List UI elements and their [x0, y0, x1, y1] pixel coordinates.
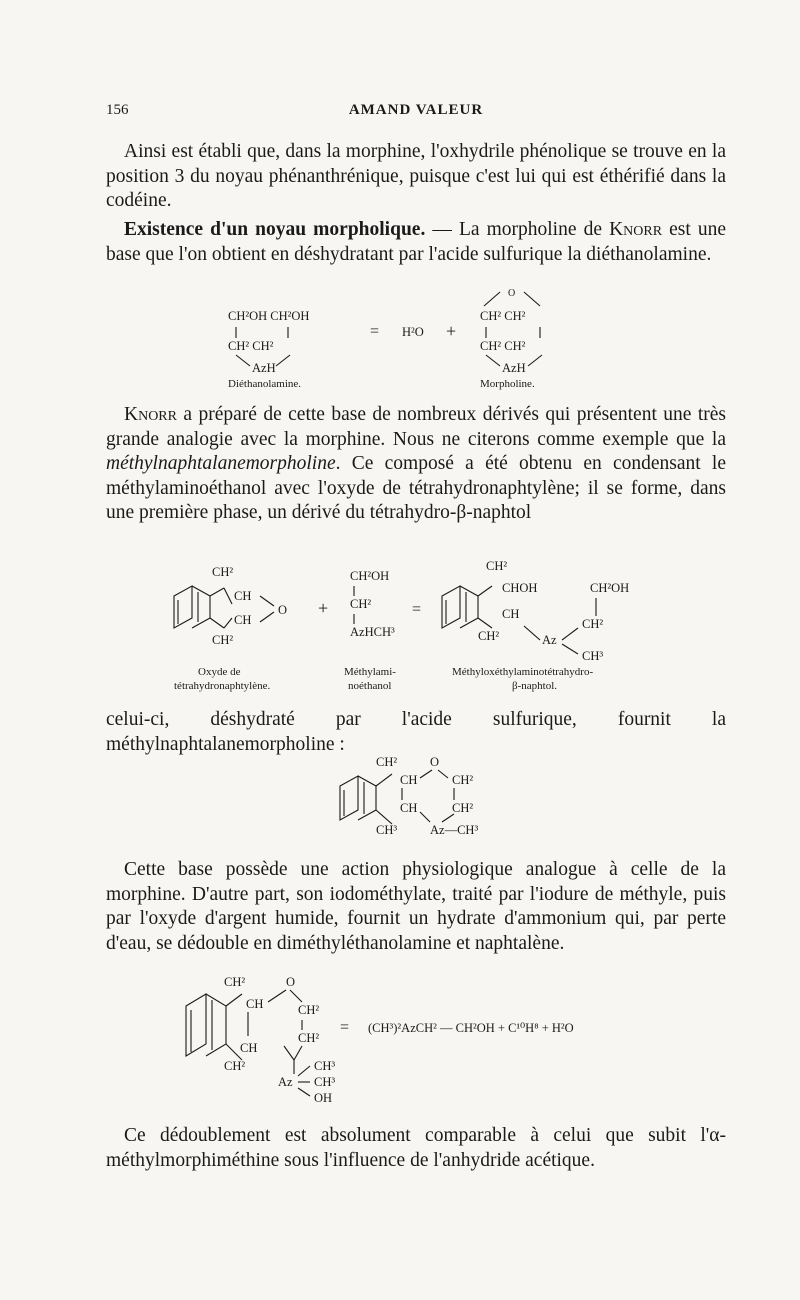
f2-plus: +: [318, 598, 329, 618]
f4-ch2-a: CH²: [298, 1003, 320, 1017]
caption-product-line2: β-naphtol.: [512, 680, 558, 692]
f1-right-mid: CH² CH²: [480, 339, 526, 353]
paragraph-6-text: Ce dédoublement est absolument comparable à celui que subit l'α-méthylmorphiméthine sous l'influence de l'anhydride acétique.: [106, 1125, 726, 1171]
f1-left-top: CH²OH CH²OH: [228, 309, 310, 323]
section-title: Existence d'un noyau morpholique.: [124, 219, 426, 240]
f4-oh: OH: [314, 1091, 333, 1105]
paragraph-2: [106, 218, 726, 267]
f2-m-bottom: AzHCH³: [350, 625, 395, 639]
paragraph-4-text: celui-ci, déshydraté par l'acide sulfurique, fournit la méthylnaphtalanemorpholine :: [106, 709, 726, 755]
caption-diethanolamine: Diéthanolamine.: [228, 378, 302, 390]
f4-ch-b: CH: [240, 1041, 258, 1055]
paragraph-3: [106, 403, 726, 526]
f4-o: O: [286, 975, 296, 989]
formula-condensation: [168, 556, 668, 696]
formula-naphtalanemorpholine-drawing: [334, 752, 534, 842]
caption-morpholine: Morpholine.: [480, 378, 535, 390]
f4-ch2-c: CH²: [224, 1059, 246, 1073]
caption-oxyde-line2: tétrahydronaphtylène.: [174, 680, 271, 692]
f2-r-ch3: CH³: [582, 649, 604, 663]
f4-equals: =: [340, 1019, 350, 1036]
f2-ch2-bottom: CH²: [212, 633, 234, 647]
f2-r-ch: CH: [502, 607, 520, 621]
f3-o: O: [430, 755, 440, 769]
f4-ch2-top: CH²: [224, 975, 246, 989]
f3-ch-a: CH: [400, 773, 418, 787]
f1-plus: +: [446, 321, 457, 341]
caption-product-line1: Méthyloxéthylaminotétrahydro-: [452, 666, 594, 678]
f1-left-bottom: AzH: [252, 361, 276, 375]
caption-oxyde-line1: Oxyde de: [198, 666, 241, 678]
f1-right-bottom: AzH: [502, 361, 526, 375]
formula-naphtalanemorpholine: [334, 752, 534, 842]
f2-m-mid: CH²: [350, 597, 372, 611]
page-header: [106, 102, 726, 126]
f2-ch2-top: CH²: [212, 565, 234, 579]
author-name: Knorr: [609, 219, 663, 240]
f3-az-ch3: Az—CH³: [430, 823, 479, 837]
paragraph-3-text-b: . Ce composé a été obtenu en condensant le méthylaminoéthanol avec l'oxyde de tétrahydronaphtylène; il se forme, dans une première phase, un dérivé du tétrahydro-β-naphtol: [106, 453, 726, 524]
f2-r-choh: CHOH: [502, 581, 538, 595]
caption-methylamino-line2: noéthanol: [348, 680, 392, 692]
f1-water: H²O: [402, 325, 424, 339]
formula-decomposition: [180, 970, 680, 1110]
f1-right-o: O: [508, 288, 516, 299]
paragraph-2-text-a: — La morpholine de: [425, 219, 610, 240]
f1-left-mid: CH² CH²: [228, 339, 274, 353]
running-title: AMAND VALEUR: [348, 102, 484, 118]
f2-r-az: Az: [542, 633, 557, 647]
formula-morpholine-drawing: [228, 282, 588, 392]
f2-r-ch2: CH²: [478, 629, 500, 643]
formula-decomposition-drawing: [180, 970, 680, 1110]
f2-o: O: [278, 603, 288, 617]
f1-equals: =: [370, 323, 380, 340]
f2-m-top: CH²OH: [350, 569, 390, 583]
f4-products: (CH³)²AzCH² — CH²OH + C¹⁰H⁸ + H²O: [368, 1021, 574, 1035]
paragraph-5-text: Cette base possède une action physiologique analogue à celle de la morphine. D'autre part, son iodométhylate, traité par l'iodure de méthyle, puis par l'oxyde d'argent humide, fournit un hydrate d'ammonium qui, par perte d'eau, se dédouble en diméthyléthanolamine et naphtalène.: [106, 859, 726, 954]
f2-ch-b: CH: [234, 613, 252, 627]
f3-ch-b: CH: [400, 801, 418, 815]
f1-right-top: CH² CH²: [480, 309, 526, 323]
f3-ch2-b: CH²: [452, 801, 474, 815]
compound-name: méthylnaphtalanemorpholine: [106, 453, 336, 475]
paragraph-3-text-a: a préparé de cette base de nombreux dérivés qui présentent une très grande analogie avec la morphine. Nous ne citerons comme exemple que la: [106, 404, 726, 450]
f4-ch2-b: CH²: [298, 1031, 320, 1045]
f2-equals: =: [412, 601, 422, 618]
f4-ch3-a: CH³: [314, 1059, 336, 1073]
author-name-2: Knorr: [124, 404, 177, 425]
formula-condensation-drawing: [168, 556, 668, 696]
f4-ch-a: CH: [246, 997, 264, 1011]
paragraph-6: [106, 1124, 726, 1173]
paragraph-2-text-b: est une base que l'on obtient en déshydratant par l'acide sulfurique la diéthanolamine.: [106, 219, 727, 265]
page-number: 156: [106, 102, 129, 118]
f3-ch2-top: CH²: [376, 755, 398, 769]
formula-morpholine: [228, 282, 588, 392]
f2-ch-a: CH: [234, 589, 252, 603]
f4-ch3-b: CH³: [314, 1075, 336, 1089]
f4-az: Az: [278, 1075, 293, 1089]
f2-r-ch2oh: CH²OH: [590, 581, 630, 595]
f3-ch3: CH³: [376, 823, 398, 837]
f3-ch2-a: CH²: [452, 773, 474, 787]
f2-r-ch2b: CH²: [582, 617, 604, 631]
f2-r-ch2-top: CH²: [486, 559, 508, 573]
paragraph-4: [106, 708, 726, 757]
paragraph-1: [106, 140, 726, 214]
paragraph-1-text: Ainsi est établi que, dans la morphine, l'oxhydrile phénolique se trouve en la position 3 du noyau phénanthrénique, puisque c'est lui qui est éthérifié dans la codéine.: [106, 141, 726, 212]
caption-methylamino-line1: Méthylami-: [344, 666, 396, 678]
paragraph-5: [106, 858, 726, 956]
